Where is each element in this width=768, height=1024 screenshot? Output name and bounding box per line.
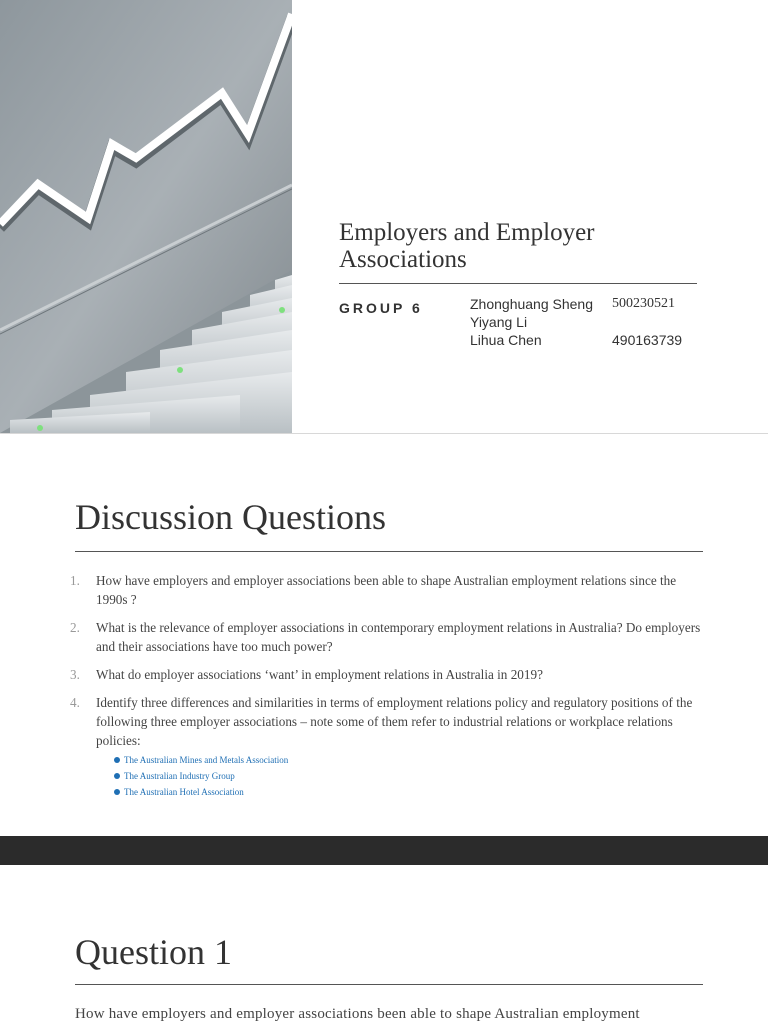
group-label: GROUP 6 — [339, 300, 423, 316]
association-link[interactable] — [96, 768, 710, 784]
member-id: 490163739 — [612, 332, 683, 348]
member-row — [470, 314, 700, 332]
member-row — [470, 332, 700, 350]
cover-title: Employers and Employer Associations — [339, 219, 595, 273]
question-item — [70, 665, 710, 684]
discussion-slide — [0, 434, 768, 836]
bullet-icon — [114, 757, 120, 763]
question-item — [70, 571, 710, 609]
question-text: What is the relevance of employer associations in contemporary employment relations in Australia? Do employers and their associations have too much power? — [96, 620, 701, 654]
member-row — [470, 296, 700, 314]
member-list — [470, 296, 700, 350]
member-name: Zhonghuang Sheng — [470, 296, 593, 312]
member-id: 500230521 — [612, 296, 675, 311]
association-link-list — [96, 752, 710, 800]
member-name: Lihua Chen — [470, 332, 542, 348]
bullet-icon — [114, 773, 120, 779]
slide-heading: Discussion Questions — [75, 497, 387, 537]
association-link-text[interactable]: The Australian Industry Group — [124, 771, 235, 781]
association-link[interactable] — [96, 784, 710, 800]
slide-separator-band — [0, 836, 768, 865]
question-list — [70, 571, 710, 809]
question-text: What do employer associations ‘want’ in employment relations in Australia in 2019? — [96, 667, 543, 682]
question-number: 1. — [70, 573, 80, 588]
question-number: 2. — [70, 620, 80, 635]
association-link-text[interactable]: The Australian Mines and Metals Association — [124, 755, 289, 765]
heading-divider — [75, 984, 703, 985]
member-name: Yiyang Li — [470, 314, 528, 330]
cover-slide — [0, 0, 768, 433]
question-item — [70, 693, 710, 800]
heading-divider — [75, 551, 703, 552]
question1-slide — [0, 865, 768, 1024]
question-number: 4. — [70, 695, 80, 710]
slide-heading: Question 1 — [75, 932, 232, 972]
title-divider — [339, 283, 697, 284]
question-text: How have employers and employer associations been able to shape Australian employment — [75, 1006, 640, 1022]
question-text: How have employers and employer associations been able to shape Australian employment relations since the 1990s ? — [96, 573, 677, 607]
association-link[interactable] — [96, 752, 710, 768]
association-link-text[interactable]: The Australian Hotel Association — [124, 787, 244, 797]
question-item — [70, 618, 710, 656]
bullet-icon — [114, 789, 120, 795]
cover-image — [0, 0, 292, 433]
question-number: 3. — [70, 667, 80, 682]
question-text: Identify three differences and similarities in terms of employment relations policy and regulatory positions of the following three employer associations – note some of them refer to industrial relations or workplace relations policies: — [96, 695, 693, 748]
